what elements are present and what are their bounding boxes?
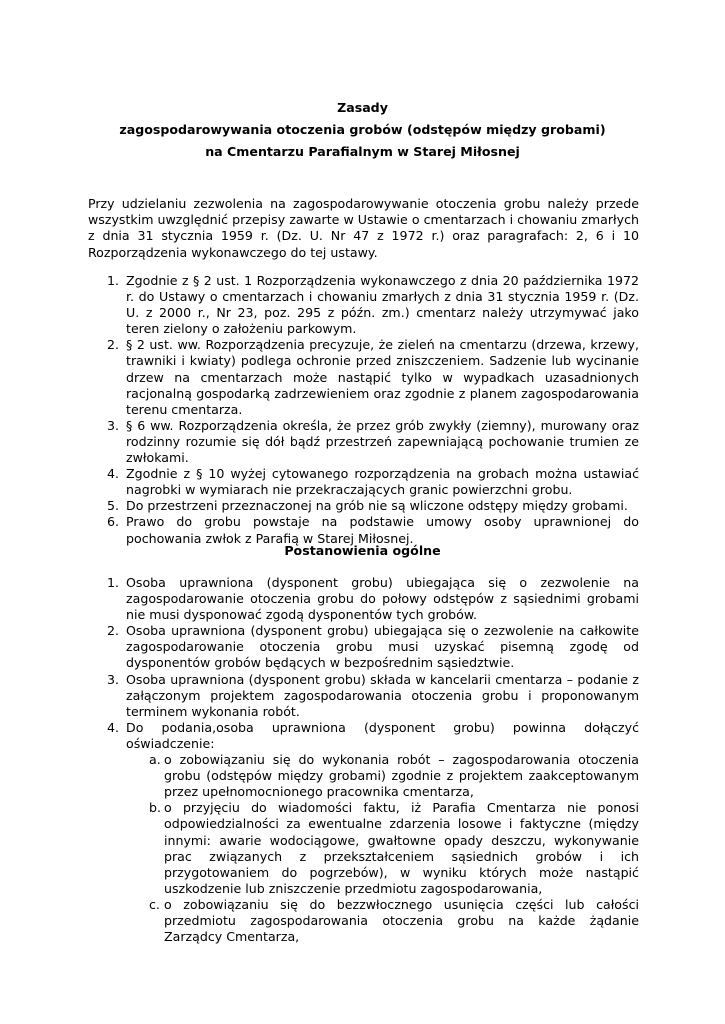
list-item: [88, 623, 639, 671]
list-item-text: Zgodnie z § 10 wyżej cytowanego rozporządzenia na grobach można ustawiać nagrobki w wymiarach nie przekraczających granic powierzchni grobu.: [126, 466, 639, 498]
list-item: [88, 418, 639, 466]
list-item-text: Osoba uprawniona (dysponent grobu) składa w kancelarii cmentarza – podanie z załączonym projektem zagospodarowania otoczenia grobu i proponowanym terminem wykonania robót.: [126, 671, 639, 719]
sublist-item: [126, 800, 639, 897]
list-item-number: 2.: [107, 337, 120, 353]
sublist-item-letter: c.: [149, 896, 160, 912]
list-item-number: 6.: [107, 514, 120, 530]
list-item-number: 1.: [107, 575, 120, 590]
list-item: [88, 720, 639, 945]
list-item-text: Osoba uprawniona (dysponent grobu) ubiegająca się o zezwolenie na całkowite zagospodarowanie otoczenia grobu musi uzyskać pisemną zgodę od dysponentów grobów będących w bezpośrednim sąsiedztwie.: [126, 623, 639, 671]
intro-paragraph: Przy udzielaniu zezwolenia na zagospodarowywanie otoczenia grobu należy przede wszystkim uwzględnić przepisy zawarte w Ustawie o cmentarzach i chowaniu zmarłych z dnia 31 stycznia 1959 r. (Dz. U. Nr 47 z 1972 r.) oraz paragrafach: 2, 6 i 10 Rozporządzenia wykonawczego do tej ustawy.: [88, 196, 639, 260]
list-item-text: § 6 ww. Rozporządzenia określa, że przez grób zwykły (ziemny), murowany oraz rodzinny rozumie się dół bądź przestrzeń zapewniającą pochowanie trumien ze zwłokami.: [126, 417, 639, 466]
sublist-item-text: o zobowiązaniu się do bezzwłocznego usunięcia części lub całości przedmiotu zagospodarowania otoczenia grobu na każde żądanie Zarządcy Cmentarza,: [164, 896, 639, 945]
list-item-text: Zgodnie z § 2 ust. 1 Rozporządzenia wykonawczego z dnia 20 października 1972 r. do Ustawy o cmentarzach i chowaniu zmarłych z dnia 31 stycznia 1959 r. (Dz. U. z 2000 r., Nr 23, poz. 295 z późn. zm.) cmentarz należy utrzymywać jako teren zielony o założeniu parkowym.: [126, 273, 639, 337]
list-item-number: 4.: [107, 466, 120, 482]
document-title: Zasady: [337, 100, 388, 115]
list-item-text: Osoba uprawniona (dysponent grobu) ubiegająca się o zezwolenie na zagospodarowanie otoczenia grobu do połowy odstępów z sąsiednimi grobami nie musi dysponować zgodą dysponentów tych grobów.: [126, 575, 639, 623]
rules-list: [88, 273, 639, 547]
list-item-number: 4.: [107, 719, 120, 735]
sublist-item: [126, 752, 639, 800]
list-item: [88, 672, 639, 720]
list-item-text: Do podania,osoba uprawniona (dysponent grobu) powinna dołączyć oświadczenie:: [126, 719, 639, 751]
list-item-text: Do przestrzeni przeznaczonej na grób nie są wliczone odstępy między grobami.: [126, 498, 628, 514]
list-item-text: Prawo do grobu powstaje na podstawie umowy osoby uprawnionej do pochowania zwłok z Parafią w Starej Miłosnej.: [126, 514, 639, 546]
list-item-number: 2.: [107, 623, 120, 639]
list-item: [88, 575, 639, 623]
list-item: [88, 337, 639, 417]
sublist-item-letter: b.: [149, 800, 161, 816]
list-item: [88, 514, 639, 546]
sublist-item-letter: a.: [149, 752, 161, 768]
sublist-item-text: o zobowiązaniu się do wykonania robót – zagospodarowania otoczenia grobu (odstępów między grobami) zgodnie z projektem zaakceptowanym przez upełnomocnionego pracownika cmentarza,: [164, 752, 639, 800]
document-subtitle-line-1: zagospodarowywania otoczenia grobów (odstępów między grobami): [119, 122, 606, 137]
list-item: [88, 273, 639, 337]
sublist-item-text: o przyjęciu do wiadomości faktu, iż Parafia Cmentarza nie ponosi odpowiedzialności za ewentualne zdarzenia losowe i faktyczne (między innymi: awarie wodociągowe, gwałtowne opady deszczu, wykonywanie prac związanych z przekształceniem sąsiednich grobów i ich przygotowaniem do pogrzebów), w wyniku których może nastąpić uszkodzenie lub zniszczenie przedmiotu zagospodarowania,: [164, 800, 639, 896]
document-subtitle-line-2: na Cmentarzu Parafialnym w Starej Miłosnej: [205, 144, 520, 159]
general-provisions-list: [88, 575, 639, 945]
list-item: [88, 498, 639, 514]
list-item-number: 1.: [107, 273, 120, 288]
list-item-number: 3.: [107, 671, 120, 687]
sublist-item: [126, 897, 639, 945]
list-item-number: 3.: [107, 417, 120, 433]
list-item-text: § 2 ust. ww. Rozporządzenia precyzuje, że zieleń na cmentarzu (drzewa, krzewy, trawniki i kwiaty) podlega ochronie przed zniszczeniem. Sadzenie lub wycinanie drzew na cmentarzach może nastąpić tylko w wypadkach uzasadnionych racjonalną gospodarką zadrzewieniem oraz zgodnie z planem zagospodarowania terenu cmentarza.: [126, 337, 639, 417]
list-item-number: 5.: [107, 498, 120, 514]
list-item: [88, 466, 639, 498]
declaration-sublist: [126, 752, 639, 945]
section-heading: Postanowienia ogólne: [284, 543, 441, 558]
